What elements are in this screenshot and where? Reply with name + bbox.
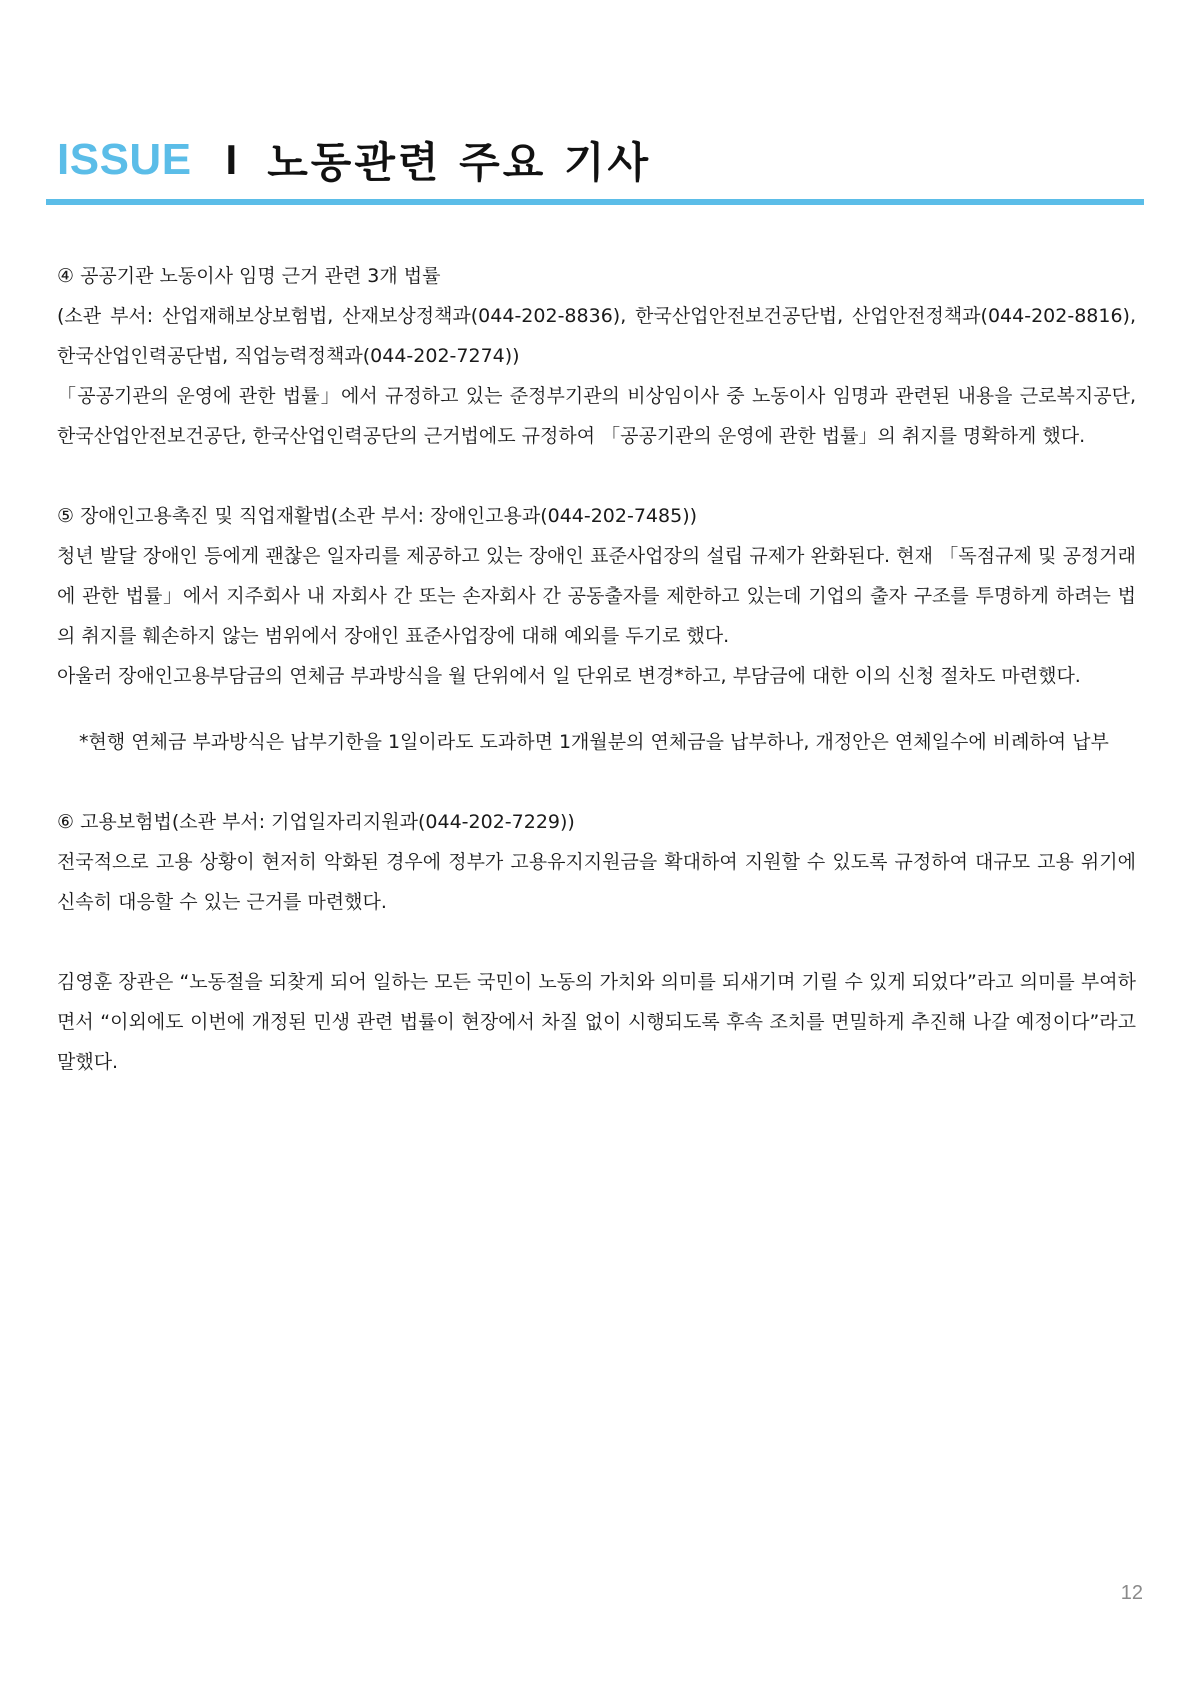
section-6-heading: ⑥ 고용보험법(소관 부서: 기업일자리지원과(044-202-7229)): [57, 811, 575, 833]
section-4-body: 「공공기관의 운영에 관한 법률」에서 규정하고 있는 준정부기관의 비상임이사 중 노동이사 임명과 관련된 내용을 근로복지공단, 한국산업안전보건공단, 한국산업인력공단의 근거법에도 규정하여 「공공기관의 운영에 관한 법률」의 취지를 명확하게 했다.: [57, 385, 1136, 447]
closing-paragraph: 김영훈 장관은 “노동절을 되찾게 되어 일하는 모든 국민이 노동의 가치와 의미를 되새기며 기릴 수 있게 되었다”라고 의미를 부여하면서 “이외에도 이번에 개정된 민생 관련 법률이 현장에서 차질 없이 시행되도록 후속 조치를 면밀하게 추진해 나갈 예정이다”라고 말했다.: [57, 971, 1136, 1073]
header-divider: [46, 199, 1144, 205]
section-5-body-1: 청년 발달 장애인 등에게 괜찮은 일자리를 제공하고 있는 장애인 표준사업장의 설립 규제가 완화된다. 현재 「독점규제 및 공정거래에 관한 법률」에서 지주회사 내 자회사 간 또는 손자회사 간 공동출자를 제한하고 있는데 기업의 출자 구조를 투명하게 하려는 법의 취지를 훼손하지 않는 범위에서 장애인 표준사업장에 대해 예외를 두기로 했다.: [57, 545, 1136, 647]
page-title: 노동관련 주요 기사: [267, 138, 652, 187]
section-5-footnote: *현행 연체금 부과방식은 납부기한을 1일이라도 도과하면 1개월분의 연체금을 납부하나, 개정안은 연체일수에 비례하여 납부: [79, 731, 1109, 753]
page-number: 12: [1120, 1582, 1143, 1604]
section-4-dept: (소관 부서: 산업재해보상보험법, 산재보상정책과(044-202-8836), 한국산업안전보건공단법, 산업안전정책과(044-202-8816), 한국산업인력공단법, 직업능력정책과(044-202-7274)): [57, 305, 1136, 367]
section-4-heading: ④ 공공기관 노동이사 임명 근거 관련 3개 법률: [57, 265, 441, 287]
page-header: [57, 130, 651, 190]
header-separator: I: [225, 136, 238, 183]
section-5-heading: ⑤ 장애인고용촉진 및 직업재활법(소관 부서: 장애인고용과(044-202-7485)): [57, 505, 698, 527]
article-body: [57, 256, 1136, 1082]
issue-label: ISSUE: [57, 135, 192, 184]
section-5-body-2: 아울러 장애인고용부담금의 연체금 부과방식을 월 단위에서 일 단위로 변경*하고, 부담금에 대한 이의 신청 절차도 마련했다.: [57, 665, 1081, 687]
section-6-body: 전국적으로 고용 상황이 현저히 악화된 경우에 정부가 고용유지지원금을 확대하여 지원할 수 있도록 규정하여 대규모 고용 위기에 신속히 대응할 수 있는 근거를 마련했다.: [57, 851, 1136, 913]
